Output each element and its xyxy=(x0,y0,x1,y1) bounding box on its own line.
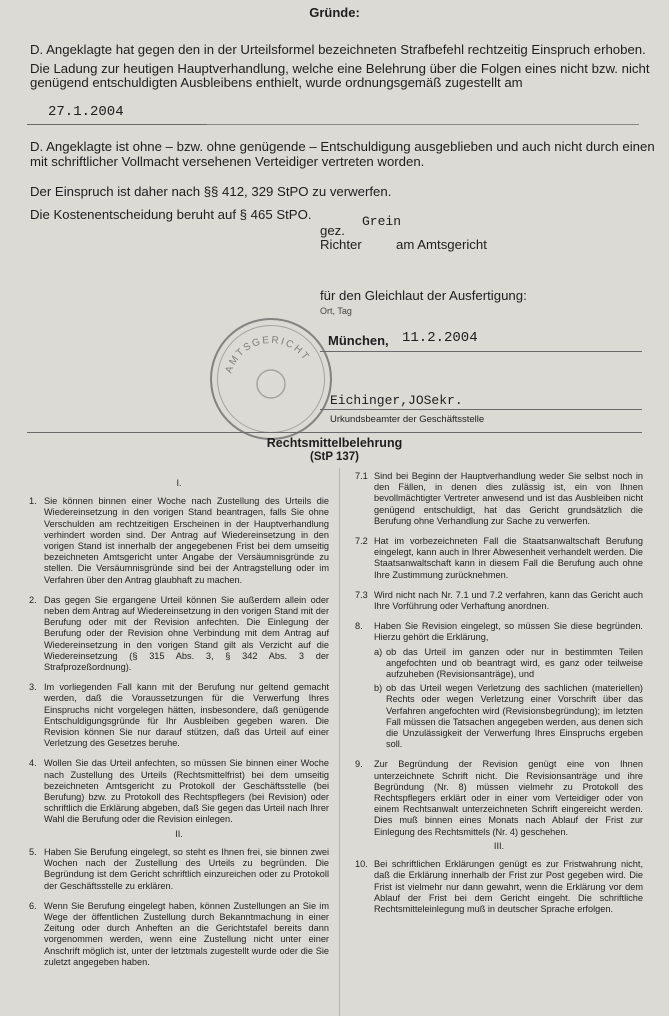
item-number: 7.3 xyxy=(355,589,368,600)
item-number: 2. xyxy=(29,594,37,605)
item-number: 6. xyxy=(29,900,37,911)
item-number: 8. xyxy=(355,621,363,632)
city-line xyxy=(320,351,642,352)
city-label: München, xyxy=(328,333,389,348)
rule xyxy=(207,124,639,125)
belehrung-subtitle: (StP 137) xyxy=(309,451,359,463)
item-number: 7.2 xyxy=(355,536,368,547)
paragraph-ladung-2: genügend entschuldigten Ausbleibens enthielt, wurde ordnungsgemäß zugestellt am xyxy=(30,75,523,90)
list-item-3 xyxy=(29,682,329,749)
list-item-6 xyxy=(29,901,329,968)
svg-text:AMTSGERICHT xyxy=(224,335,312,375)
judge-name: Grein xyxy=(362,214,402,229)
item-text: ob das Urteil im ganzen oder nur in bestimmten Teilen angefochten und ob beantragt wird, es ganz oder teilweise aufzuheben (Revisionsanträge), und xyxy=(386,646,643,680)
item-text: Haben Sie Revision eingelegt, so müssen Sie diese begründen. Hierzu gehört die Erklärung, xyxy=(374,621,643,643)
item-text: Wird nicht nach Nr. 7.1 und 7.2 verfahren, kann das Gericht auch Ihre Vorführung oder Verhaftung anordnen. xyxy=(374,589,643,612)
item-text: Zur Begründung der Revision genügt eine von Ihnen unterzeichnete Schrift nicht. Die Revisionsanträge und ihre Begründung (Nr. 8) müssen vielmehr zu Protokoll des Rechtspflegers erklärt oder in einer vom Verteidiger oder von einem Rechtsanwalt unterzeichneten Schrift eingereicht werden. Dies muß binnen eines Monats nach Ablauf der Frist zur Einlegung des Rechtsmittels (Nr. 4) geschehen. xyxy=(374,759,643,837)
item-number: 7.1 xyxy=(355,471,368,481)
date-line xyxy=(27,124,207,125)
richter-label: Richter xyxy=(320,237,362,252)
item-number: a) xyxy=(374,646,383,657)
item-text: Wenn Sie Berufung eingelegt haben, können Zustellungen an Sie im Wege der öffentlichen Zustellung durch Bekanntmachung in einer Zeitung oder durch Anheften an die Gerichtstafel bereits dann vorgenommen werden, wenn eine Zustellung nicht unter einer Anschrift möglich ist, unter der letztmals zugestellt wurde oder die Sie zuletzt angegeben haben. xyxy=(44,900,329,967)
list-item-5 xyxy=(29,847,329,892)
list-subitem-8a xyxy=(374,647,643,681)
item-text: Das gegen Sie ergangene Urteil können Sie außerdem allein oder neben dem Antrag auf Wiedereinsetzung in den vorigen Stand mit der Berufung oder mit der Revision anfechten. Die Einlegung der Berufung oder der Revision ohne Verbindung mit dem Antrag auf Wiedereinsetzung in den vorigen Stand gilt als Verzicht auf die Wiedereinsetzung (§ 315 Abs. 3, § 342 Abs. 3 der Strafprozeßordnung). xyxy=(44,594,329,673)
ort-tag-label: Ort, Tag xyxy=(320,306,352,316)
official-seal xyxy=(210,318,332,440)
list-item-8 xyxy=(355,621,643,750)
item-number: 9. xyxy=(355,759,363,770)
list-item-7-2 xyxy=(355,536,643,581)
gleichlaut-label: für den Gleichlaut der Ausfertigung: xyxy=(320,288,527,303)
item-number: 4. xyxy=(29,758,37,769)
issue-date: 11.2.2004 xyxy=(402,330,478,346)
list-item-1 xyxy=(29,496,329,586)
item-number: 5. xyxy=(29,846,37,857)
belehrung-title: Rechtsmittelbelehrung xyxy=(266,436,403,450)
paragraph-ladung-1: Die Ladung zur heutigen Hauptverhandlung, welche eine Belehrung über die Folgen eines nicht bzw. nicht xyxy=(30,61,650,76)
roman-heading-1: I. xyxy=(176,478,182,488)
list-subitem-8b xyxy=(374,683,643,750)
list-item-9 xyxy=(355,759,643,837)
list-item-10 xyxy=(355,859,643,915)
clerk-name: Eichinger,JOSekr. xyxy=(330,393,463,408)
item-number: b) xyxy=(374,683,383,694)
item-text: ob das Urteil wegen Verletzung des sachlichen (materiellen) Rechts oder wegen Verletzung einer Vorschrift über das Verfahren angefochten wird (Revisionsbegründung); im letzten Fall müssen die Tatsachen angegeben werden, aus denen sich die Unzulässigkeit der Verwerfung Ihres Einspruchs ergeben soll. xyxy=(386,683,643,750)
list-item-2 xyxy=(29,595,329,673)
paragraph-ausgeblieben-1: D. Angeklagte ist ohne – bzw. ohne genügende – Entschuldigung ausgeblieben und auch nicht durch einen xyxy=(30,139,655,154)
item-number: 1. xyxy=(29,496,37,507)
paragraph-einspruch: D. Angeklagte hat gegen den in der Urteilsformel bezeichneten Strafbefehl rechtzeitig Einspruch erhoben. xyxy=(30,42,646,57)
list-item-7-1 xyxy=(355,471,643,527)
paragraph-kosten: Die Kostenentscheidung beruht auf § 465 StPO. xyxy=(30,207,312,222)
item-text: Bei schriftlichen Erklärungen genügt es zur Fristwahrung nicht, daß die Erklärung innerhalb der Frist zur Post gegeben wird. Die Frist ist vielmehr nur dann gewahrt, wenn die Erklärung vor dem Ablauf der Frist bei dem Gericht eingeht. Die schriftliche Rechtsmitteleinlegung muß in deutscher Sprache erfolgen. xyxy=(374,859,643,914)
item-text: Sind bei Beginn der Hauptverhandlung weder Sie selbst noch in den Fällen, in denen dies zulässig ist, ein von Ihnen bevollmächtigter Vertreter anwesend und ist das Ausbleiben nicht genügend entschuldigt, hat das Gericht grundsätzlich die Berufung ohne Verhandlung zur Sache zu verwerfen. xyxy=(374,471,643,526)
gez-label: gez. xyxy=(320,223,345,238)
roman-heading-3: III. xyxy=(493,840,505,851)
service-date: 27.1.2004 xyxy=(48,104,124,120)
paragraph-verwerfen: Der Einspruch ist daher nach §§ 412, 329 StPO zu verwerfen. xyxy=(30,184,392,199)
amtsgericht-label: am Amtsgericht xyxy=(396,237,487,252)
column-separator xyxy=(339,468,340,1016)
stamp-text: AMTSGERICHT xyxy=(223,334,312,375)
belehrung-left-column xyxy=(29,476,329,977)
belehrung-right-column xyxy=(355,471,643,924)
clerk-title: Urkundsbeamter der Geschäftsstelle xyxy=(330,414,485,425)
list-item-4 xyxy=(29,758,329,825)
section-divider xyxy=(27,432,642,433)
paragraph-ausgeblieben-2: mit schriftlicher Vollmacht versehenen Verteidiger vertreten worden. xyxy=(30,154,425,169)
clerk-line xyxy=(320,409,642,410)
item-number: 3. xyxy=(29,682,37,693)
roman-heading-2: II. xyxy=(175,828,183,839)
item-text: Haben Sie Berufung eingelegt, so steht es Ihnen frei, sie binnen zwei Wochen nach der Zustellung des Urteils zu begründen. Die Begründung ist dem Gericht schriftlich einzureichen oder zu Protokoll der Geschäftsstelle zu erklären. xyxy=(44,846,329,891)
section-title: Gründe: xyxy=(309,5,360,20)
item-text: Im vorliegenden Fall kann mit der Berufung nur geltend gemacht werden, daß die Voraussetzungen für die Verwerfung Ihres Einspruchs nicht vorgelegen hätten, insbesondere, daß genügende Entschuldigungsgründe für Ihr Ausbleiben gegeben waren. Die Revision können Sie nur darauf stützen, daß das Urteil auf einer Verletzung des Gesetzes beruhe. xyxy=(44,682,329,749)
item-text: Wollen Sie das Urteil anfechten, so müssen Sie binnen einer Woche nach Zustellung des Urteils (Rechtsmittelfrist) bei dem umseitig bezeichneten Amtsgericht zu Protokoll der Geschäftsstelle (bei Berufung) bzw. zu Protokoll des Rechtspflegers (bei Revision) oder schriftlich die Erklärung abgeben, daß Sie gegen das Urteil nach Ihrer Wahl die Berufung oder die Revision einlegen. xyxy=(44,758,329,825)
item-text: Hat im vorbezeichneten Fall die Staatsanwaltschaft Berufung eingelegt, kann auch in Ihrer Abwesenheit verhandelt werden. Die Staatsanwaltschaft kann in diesem Fall die Berufung auch ohne Ihre Zustimmung zurücknehmen. xyxy=(374,536,643,580)
item-text: Sie können binnen einer Woche nach Zustellung des Urteils die Wiedereinsetzung in den vorigen Stand beantragen, falls Sie ohne Verschulden am rechtzeitigen Erscheinen in der Hauptverhandlung verhindert worden sind. Der Antrag auf Wiedereinsetzung in den vorigen Stand ist innerhalb der angegebenen Frist bei dem umseitig bezeichneten Amtsgericht unter Angabe der Versäumnisgründe zu stellen. Die Versäumnisgründe sind bei der Antragstellung oder im Verfahren über den Antrag glaubhaft zu machen. xyxy=(44,496,329,585)
list-item-7-3 xyxy=(355,590,643,612)
item-number: 10. xyxy=(355,859,368,870)
